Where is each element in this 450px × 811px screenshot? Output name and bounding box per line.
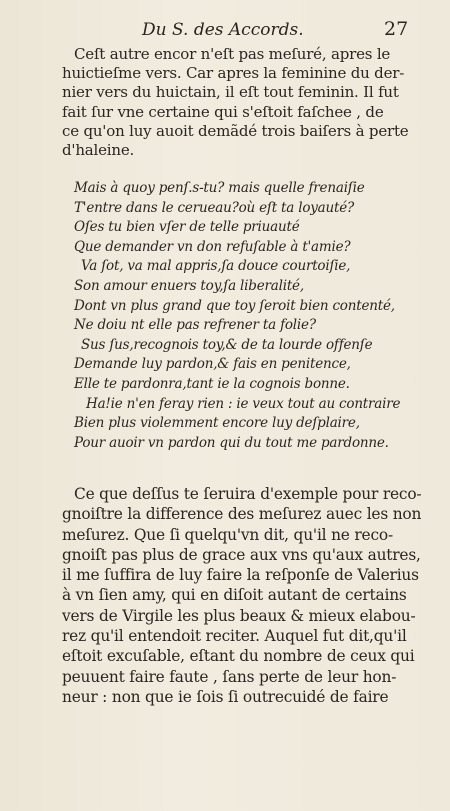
text-line: il me ſuffira de luy faire la reſponſe de Valerius [62, 566, 419, 585]
text-line: meſurez. Que ſi quelqu'vn dit, qu'il ne reco- [62, 525, 393, 544]
poem [74, 179, 404, 453]
verse-line: Demande luy pardon,& fais en penitence, [74, 356, 351, 373]
page-header [0, 20, 450, 46]
text-line: gnoiſt pas plus de grace aux vns qu'aux autres, [62, 545, 421, 564]
text-line: nier vers du huictain, il eſt tout feminin. Il fut [62, 83, 399, 102]
text-line: peuuent faire faute , ſans perte de leur hon- [62, 667, 397, 686]
verse-line: Ne doiu nt elle pas refrener ta folie? [74, 317, 316, 334]
verse-line: Dont vn plus grand que toy ſeroit bien contenté, [74, 297, 395, 314]
verse-line: Son amour enuers toy,ſa liberalité, [74, 277, 304, 294]
text-line: Ce que deſſus te ſeruira d'exemple pour reco- [74, 485, 422, 503]
verse-line: Sus ſus,recognois toy,& de ta lourde offenſe [81, 336, 373, 353]
text-line: eſtoit excuſable, eſtant du nombre de ceux qui [62, 647, 415, 666]
text-line: fait ſur vne certaine qui s'eſtoit faſchee , de [62, 102, 384, 121]
verse-line: Que demander vn don refuſable à t'amie? [74, 238, 351, 255]
paragraph-1 [62, 45, 407, 160]
verse-line: Bien plus violemment encore luy deſplaire, [74, 415, 360, 432]
text-line: Ceſt autre encor n'eſt pas meſuré, apres le [74, 45, 391, 63]
text-line: gnoiſtre la difference des meſurez auec les non [62, 505, 422, 524]
page-number: 27 [384, 18, 409, 40]
text-line: à vn ſien amy, qui en diſoit autant de certains [62, 586, 407, 605]
verse-line: Mais à quoy penſ.s-tu? mais quelle frenaiſie [74, 180, 365, 196]
text-line: rez qu'il entendoit reciter. Auquel fut dit,qu'il [62, 627, 407, 646]
paragraph-2 [62, 484, 422, 707]
verse-line: T'entre dans le cerueau?où eſt ta loyauté? [74, 199, 355, 216]
verse-line: Oſes tu bien vſer de telle priuauté [74, 219, 300, 236]
text-line: huictieſme vers. Car apres la feminine du der- [62, 64, 405, 83]
text-line: neur : non que ie ſois ſi outrecuidé de faire [62, 687, 389, 706]
verse-line: Va ſot, va mal appris,ſa douce courtoiſie, [81, 258, 351, 275]
verse-line: Ha!ie n'en feray rien : ie veux tout au contraire [86, 395, 401, 412]
text-line: vers de Virgile les plus beaux & mieux elabou- [62, 606, 416, 625]
verse-line: Elle te pardonra,tant ie la cognois bonne. [74, 375, 350, 392]
verse-line: Pour auoir vn pardon qui du tout me pardonne. [74, 434, 389, 451]
running-title: Du S. des Accords. [142, 20, 304, 40]
text-line: ce qu'on luy auoit demãdé trois baiſers à perte [62, 121, 409, 140]
text-line: d'haleine. [62, 140, 135, 159]
